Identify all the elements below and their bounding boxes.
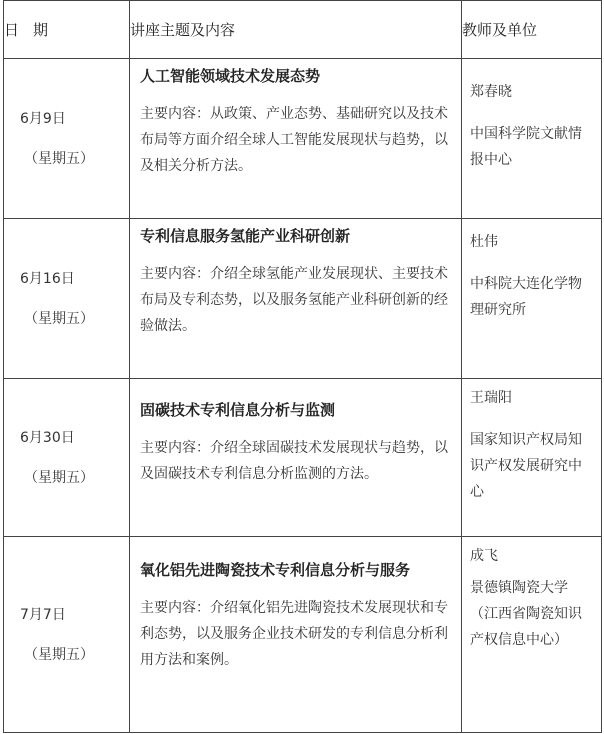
teacher-org: 国家知识产权局知识产权发展研究中心: [470, 432, 582, 500]
lecture-weekday: （星期五）: [24, 469, 94, 486]
teacher-name: 郑春晓: [470, 84, 512, 100]
lecture-date: 6月9日: [20, 110, 66, 127]
lecture-title: 固碳技术专利信息分析与监测: [140, 401, 336, 419]
table-row: [4, 379, 602, 537]
topic-cell: [130, 59, 462, 219]
lecture-content: 主要内容：介绍全球氢能产业发展现状、主要技术布局及专利态势，以及服务氢能产业科研创新的经验做法。: [140, 266, 448, 334]
teacher-cell: [462, 379, 602, 537]
teacher-name: 成飞: [470, 548, 498, 564]
date-cell: [4, 219, 130, 379]
lecture-content: 主要内容：从政策、产业态势、基础研究以及技术布局等方面介绍全球人工智能发展现状与趋势，以及相关分析方法。: [140, 106, 448, 174]
table-row: [4, 219, 602, 379]
teacher-org: 中国科学院文献情报中心: [470, 126, 582, 168]
header-topic: 讲座主题及内容: [130, 1, 462, 59]
lecture-weekday: （星期五）: [24, 310, 94, 327]
table-header-row: [4, 1, 602, 59]
lecture-title: 人工智能领域技术发展态势: [140, 67, 321, 85]
table-row: [4, 537, 602, 733]
teacher-cell: [462, 219, 602, 379]
teacher-cell: [462, 537, 602, 733]
teacher-name: 王瑞阳: [470, 390, 512, 406]
date-cell: [4, 379, 130, 537]
lecture-date: 6月30日: [20, 429, 75, 446]
lecture-title: 氧化铝先进陶瓷技术专利信息分析与服务: [140, 561, 411, 579]
topic-cell: [130, 537, 462, 733]
lecture-weekday: （星期五）: [24, 150, 94, 167]
lecture-content: 主要内容：介绍氧化铝先进陶瓷技术发展现状和专利态势，以及服务企业技术研发的专利信息分析利用方法和案例。: [140, 600, 448, 668]
topic-cell: [130, 219, 462, 379]
teacher-org: 中科院大连化学物理研究所: [470, 276, 582, 318]
topic-cell: [130, 379, 462, 537]
header-date: 日期: [4, 1, 130, 59]
header-teacher: 教师及单位: [462, 1, 602, 59]
lecture-schedule-table: [3, 0, 602, 733]
lecture-weekday: （星期五）: [24, 646, 94, 663]
lecture-title: 专利信息服务氢能产业科研创新: [140, 227, 351, 245]
date-cell: [4, 537, 130, 733]
date-cell: [4, 59, 130, 219]
lecture-date: 7月7日: [20, 606, 66, 623]
teacher-cell: [462, 59, 602, 219]
lecture-date: 6月16日: [20, 270, 75, 287]
teacher-org: 景德镇陶瓷大学（江西省陶瓷知识产权信息中心）: [470, 580, 582, 648]
teacher-name: 杜伟: [470, 234, 498, 250]
lecture-content: 主要内容：介绍全球固碳技术发展现状与趋势，以及固碳技术专利信息分析监测的方法。: [140, 440, 448, 482]
table-row: [4, 59, 602, 219]
